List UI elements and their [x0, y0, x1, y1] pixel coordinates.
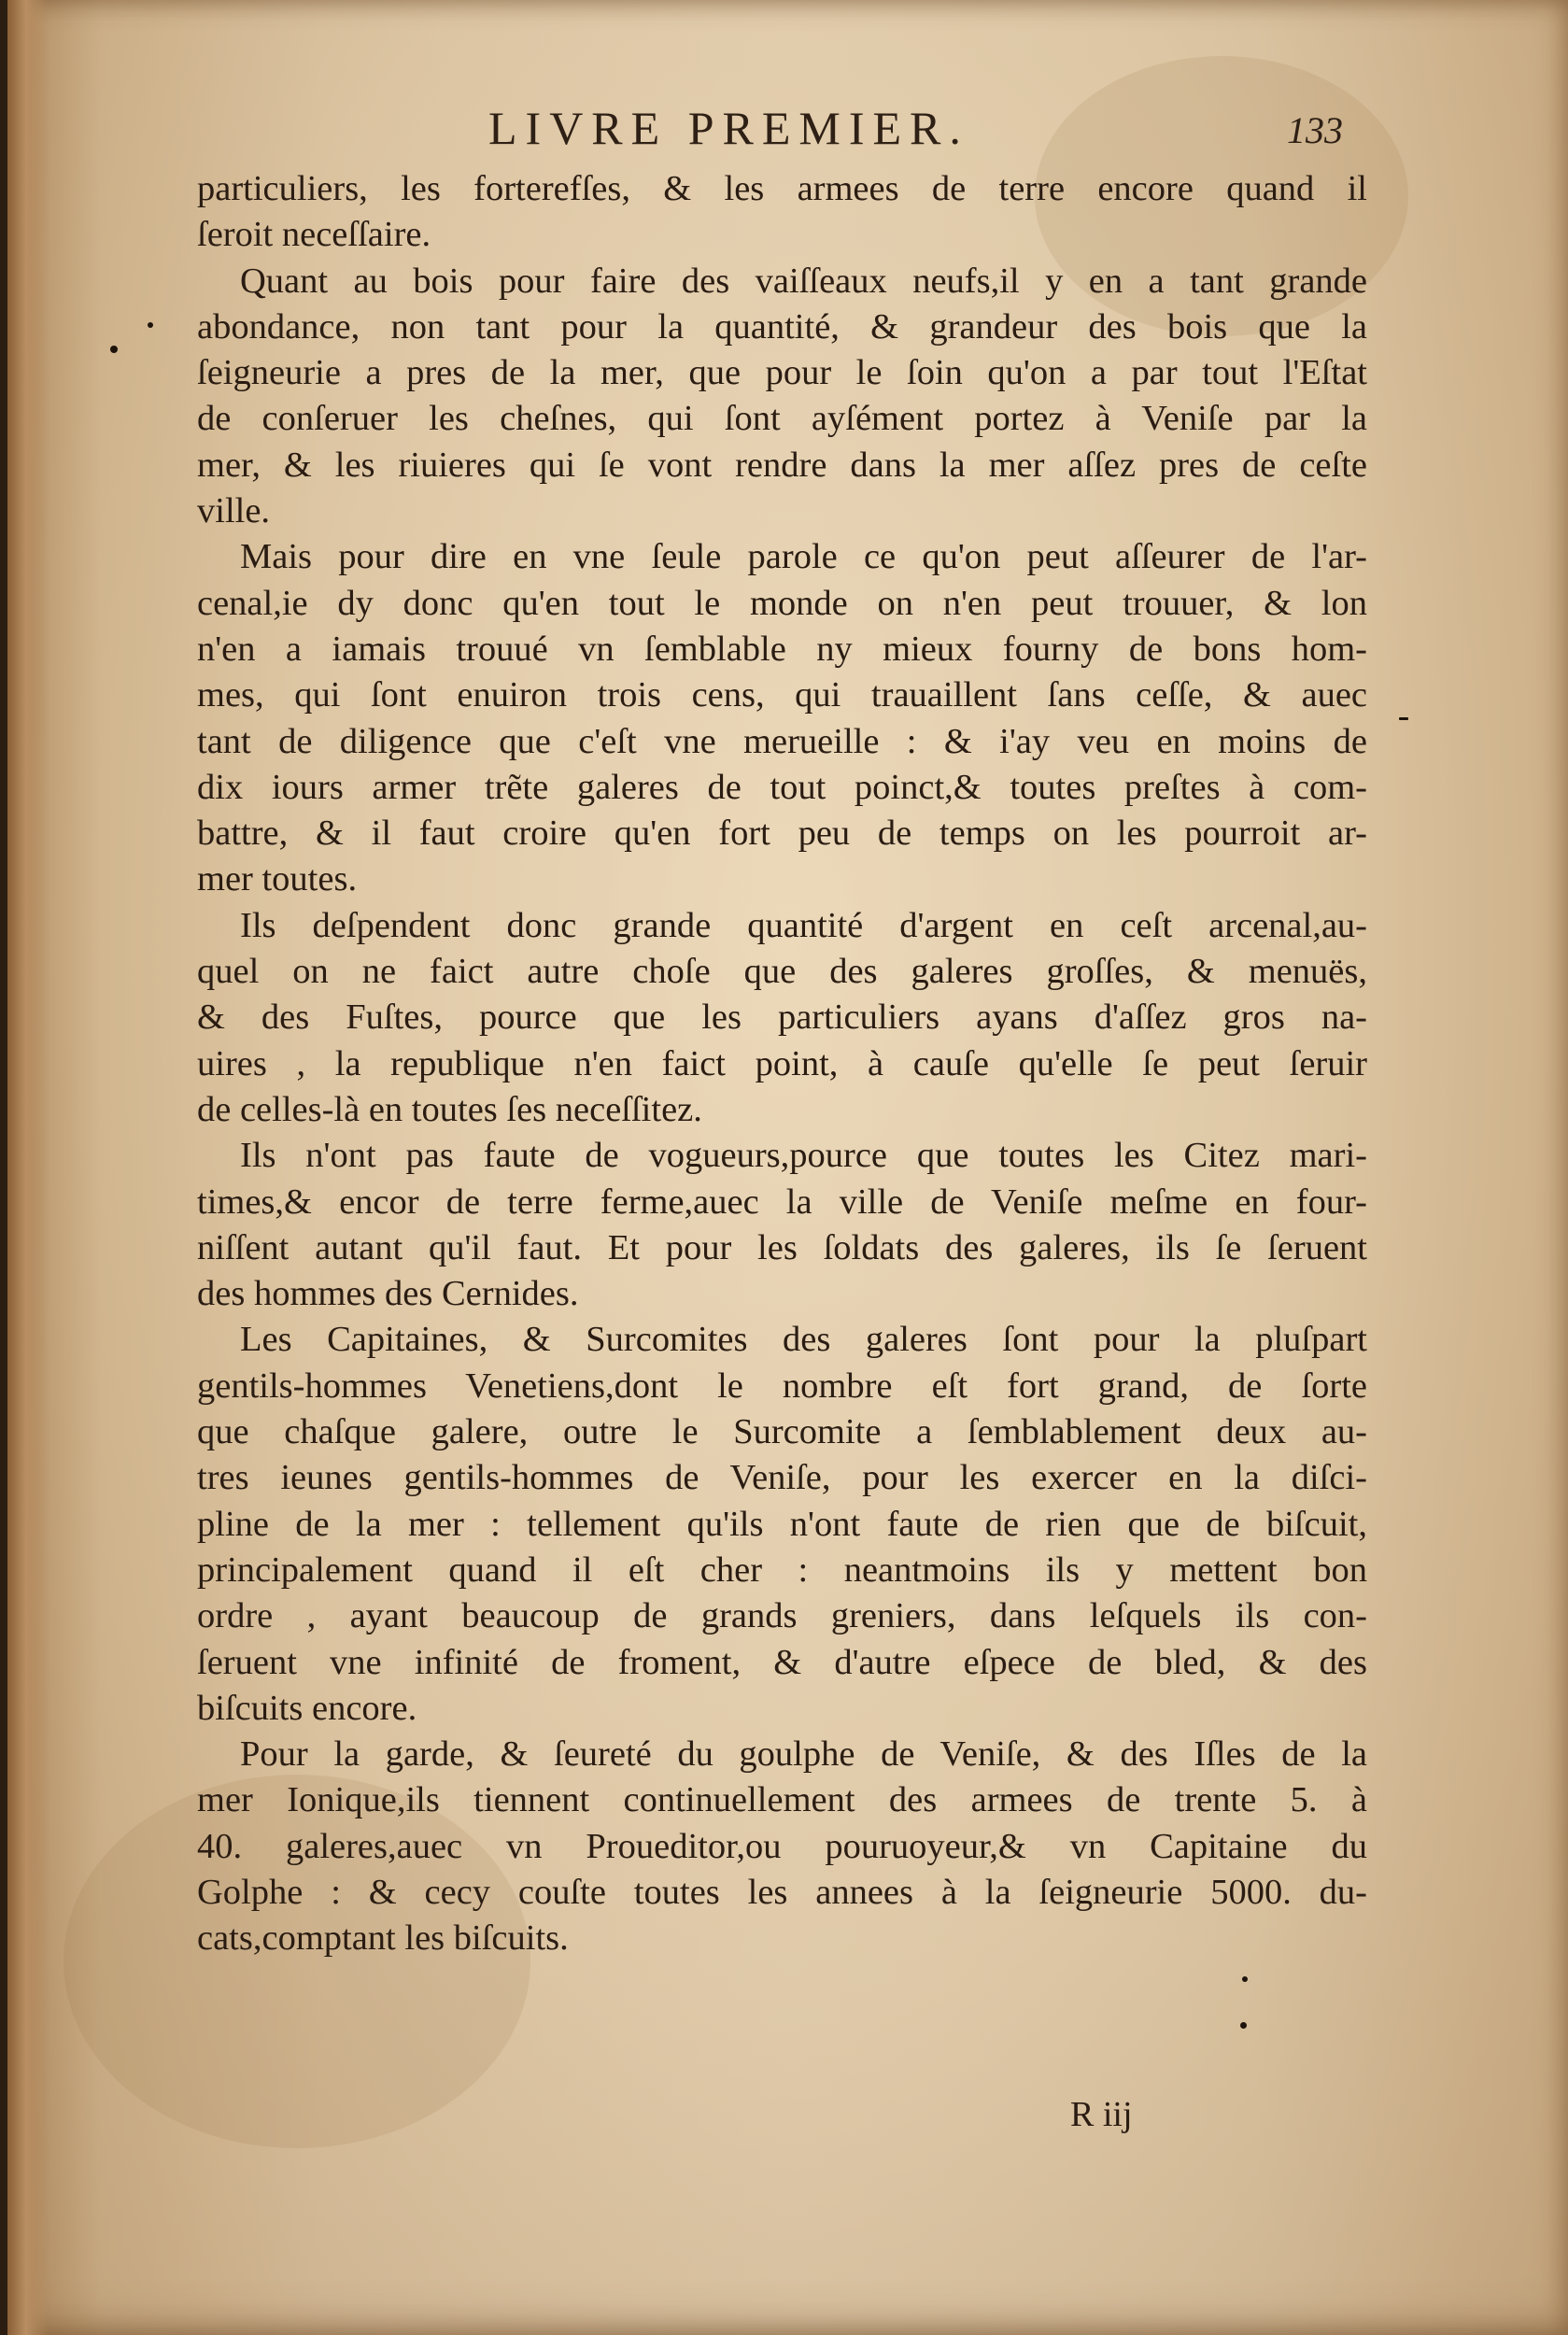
- folio-number: 133: [1287, 109, 1343, 151]
- text-line: tres ieunes gentils-hommes de Veniſe, pour les exercer en la diſci-: [197, 1458, 1367, 1498]
- text-line: Mais pour dire en vne ſeule parole ce qu'on peut aſſeurer de l'ar-: [240, 537, 1367, 577]
- text-line: pline de la mer : tellement qu'ils n'ont faute de rien que de biſcuit,: [197, 1504, 1367, 1544]
- text-line: dix iours armer trẽte galeres de tout poinct,& toutes preſtes à com-: [197, 767, 1367, 807]
- text-line: cenal,ie dy donc qu'en tout le monde on n'en peut trouuer, & lon: [197, 583, 1367, 623]
- text-line: ſeroit neceſſaire.: [197, 215, 431, 255]
- text-line: & des Fuſtes, pource que les particuliers ayans d'aſſez gros na-: [197, 998, 1367, 1038]
- text-line: que chaſque galere, outre le Surcomite a ſemblablement deux au-: [197, 1412, 1367, 1452]
- text-line: times,& encor de terre ferme,auec la ville de Veniſe meſme en four-: [197, 1182, 1367, 1222]
- text-line: Ils deſpendent donc grande quantité d'argent en ceſt arcenal,au-: [240, 905, 1367, 945]
- ink-dot: [1242, 1976, 1248, 1982]
- running-title: LIVRE PREMIER.: [488, 102, 969, 154]
- text-line: gentils-hommes Venetiens,dont le nombre eſt fort grand, de ſorte: [197, 1366, 1367, 1406]
- text-line: mer toutes.: [197, 859, 358, 899]
- text-line: uires , la republique n'en faict point, à cauſe qu'elle ſe peut ſeruir: [197, 1043, 1367, 1083]
- book-page: [7, 0, 1568, 2335]
- ink-dot: [148, 322, 153, 328]
- text-line: ville.: [197, 491, 271, 531]
- text-line: ſeruent vne infinité de froment, & d'autre eſpece de bled, & des: [197, 1642, 1367, 1682]
- ink-dot: [1399, 717, 1408, 720]
- ink-dot: [110, 346, 118, 353]
- text-line: Pour la garde, & ſeureté du goulphe de Veniſe, & des Iſles de la: [240, 1734, 1367, 1775]
- text-line: 40. galeres,auec vn Proueditor,ou pouruoyeur,& vn Capitaine du: [197, 1826, 1367, 1866]
- text-line: Les Capitaines, & Surcomites des galeres ſont pour la pluſpart: [240, 1320, 1367, 1360]
- page-header: [7, 101, 1568, 157]
- text-line: cats,comptant les biſcuits.: [197, 1918, 569, 1959]
- text-line: ordre , ayant beaucoup de grands greniers, dans leſquels ils con-: [197, 1596, 1367, 1636]
- text-line: Golphe : & cecy couſte toutes les annees à la ſeigneurie 5000. du-: [197, 1872, 1367, 1912]
- text-line: ſeigneurie a pres de la mer, que pour le ſoin qu'on a par tout l'Eſtat: [197, 353, 1367, 393]
- text-line: niſſent autant qu'il faut. Et pour les ſoldats des galeres, ils ſe ſeruent: [197, 1227, 1367, 1267]
- text-line: tant de diligence que c'eſt vne merueille : & i'ay veu en moins de: [197, 721, 1367, 761]
- text-line: Ils n'ont pas faute de vogueurs,pource que toutes les Citez mari-: [240, 1136, 1367, 1176]
- text-line: de celles-là en toutes ſes neceſſitez.: [197, 1089, 702, 1129]
- text-line: battre, & il faut croire qu'en fort peu de temps on les pourroit ar-: [197, 814, 1367, 854]
- text-line: abondance, non tant pour la quantité, & grandeur des bois que la: [197, 306, 1367, 347]
- text-line: mer, & les riuieres qui ſe vont rendre dans la mer aſſez pres de ceſte: [197, 445, 1367, 485]
- text-line: n'en a iamais trouué vn ſemblable ny mieux fourny de bons hom-: [197, 629, 1367, 669]
- page-gutter: [7, 0, 49, 2335]
- text-line: biſcuits encore.: [197, 1688, 417, 1728]
- text-line: quel on ne faict autre choſe que des galeres groſſes, & menuës,: [197, 952, 1367, 992]
- text-line: Quant au bois pour faire des vaiſſeaux neufs,il y en a tant grande: [240, 261, 1367, 301]
- text-line: de conſeruer les cheſnes, qui ſont ayſément portez à Veniſe par la: [197, 399, 1367, 439]
- signature-mark: R iij: [1070, 2095, 1133, 2134]
- text-line: mer Ionique,ils tiennent continuellement des armees de trente 5. à: [197, 1780, 1367, 1820]
- text-line: particuliers, les forterefſes, & les armees de terre encore quand il: [197, 169, 1367, 208]
- body-text: [197, 166, 1367, 1962]
- text-line: mes, qui ſont enuiron trois cens, qui trauaillent ſans ceſſe, & auec: [197, 675, 1367, 715]
- text-line: des hommes des Cernides.: [197, 1274, 579, 1314]
- ink-dot: [1240, 2022, 1247, 2029]
- text-line: principalement quand il eſt cher : neantmoins ils y mettent bon: [197, 1550, 1367, 1590]
